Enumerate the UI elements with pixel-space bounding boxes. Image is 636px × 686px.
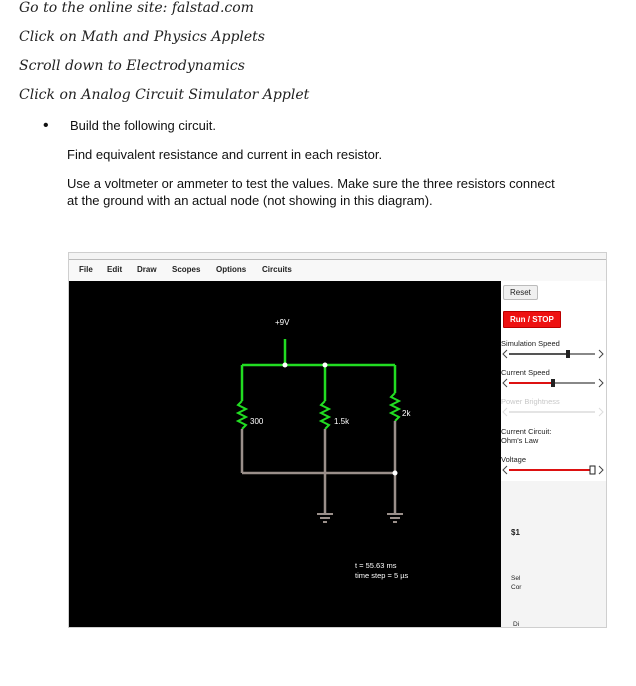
cutoff-text-3: Cor — [511, 584, 522, 591]
cutoff-text-4: Di — [513, 621, 520, 628]
cutoff-text-1: $1 — [511, 528, 520, 537]
ground-symbol-right-icon — [387, 514, 403, 522]
simulation-speed-label: Simulation Speed — [501, 339, 560, 348]
current-circuit-label: Current Circuit: — [501, 427, 552, 436]
junction-node-source — [283, 363, 288, 368]
instruction-line-1: Go to the online site: falstad.com — [19, 0, 254, 16]
control-panel — [501, 281, 607, 628]
bullet-text: Build the following circuit. — [70, 118, 216, 133]
junction-node-ground — [393, 471, 398, 476]
menu-scopes[interactable]: Scopes — [172, 265, 201, 274]
instruction-line-2: Click on Math and Physics Applets — [19, 29, 265, 45]
source-voltage-label: +9V — [275, 318, 290, 327]
paragraph-2-line-2: at the ground with an actual node (not showing in this diagram). — [67, 193, 433, 208]
panel-lower-area — [501, 481, 607, 628]
current-speed-label: Current Speed — [501, 368, 550, 377]
resistor-1-5k-label: 1.5k — [334, 417, 350, 426]
resistor-2k — [391, 393, 399, 421]
time-readout: t = 55.63 ms — [355, 561, 397, 570]
resistor-1-5k — [321, 401, 329, 429]
resistor-2k-label: 2k — [402, 409, 411, 418]
power-brightness-label: Power Brightness — [501, 397, 560, 406]
simulator-screenshot — [68, 252, 607, 628]
simulation-speed-slider[interactable] — [501, 348, 605, 360]
reset-button[interactable]: Reset — [503, 285, 538, 300]
power-brightness-slider — [501, 406, 605, 418]
resistor-300-label: 300 — [250, 417, 264, 426]
voltage-slider[interactable] — [501, 464, 605, 476]
menu-file[interactable]: File — [79, 265, 93, 274]
resistor-300 — [238, 401, 246, 429]
window-top-border — [69, 253, 606, 260]
menu-draw[interactable]: Draw — [137, 265, 157, 274]
junction-node-middle — [323, 363, 328, 368]
menu-options[interactable]: Options — [216, 265, 247, 274]
circuit-canvas[interactable] — [69, 281, 501, 628]
ground-symbol-middle-icon — [317, 514, 333, 522]
time-step-readout: time step = 5 µs — [355, 571, 409, 580]
current-circuit-name: Ohm's Law — [501, 436, 539, 445]
bullet-marker: • — [43, 117, 49, 134]
voltage-label: Voltage — [501, 455, 527, 464]
menu-edit[interactable]: Edit — [107, 265, 123, 274]
paragraph-1: Find equivalent resistance and current in each resistor. — [67, 147, 383, 162]
menu-bar — [69, 260, 606, 282]
cutoff-text-2: Sel — [511, 575, 521, 582]
instruction-line-3: Scroll down to Electrodynamics — [19, 58, 245, 74]
circuit-diagram — [69, 281, 501, 628]
instruction-line-4: Click on Analog Circuit Simulator Applet — [19, 87, 310, 103]
run-stop-button[interactable]: Run / STOP — [503, 311, 561, 328]
paragraph-2-line-1: Use a voltmeter or ammeter to test the values. Make sure the three resistors connect — [67, 176, 555, 191]
menu-circuits[interactable]: Circuits — [262, 265, 292, 274]
current-speed-slider[interactable] — [501, 377, 605, 389]
